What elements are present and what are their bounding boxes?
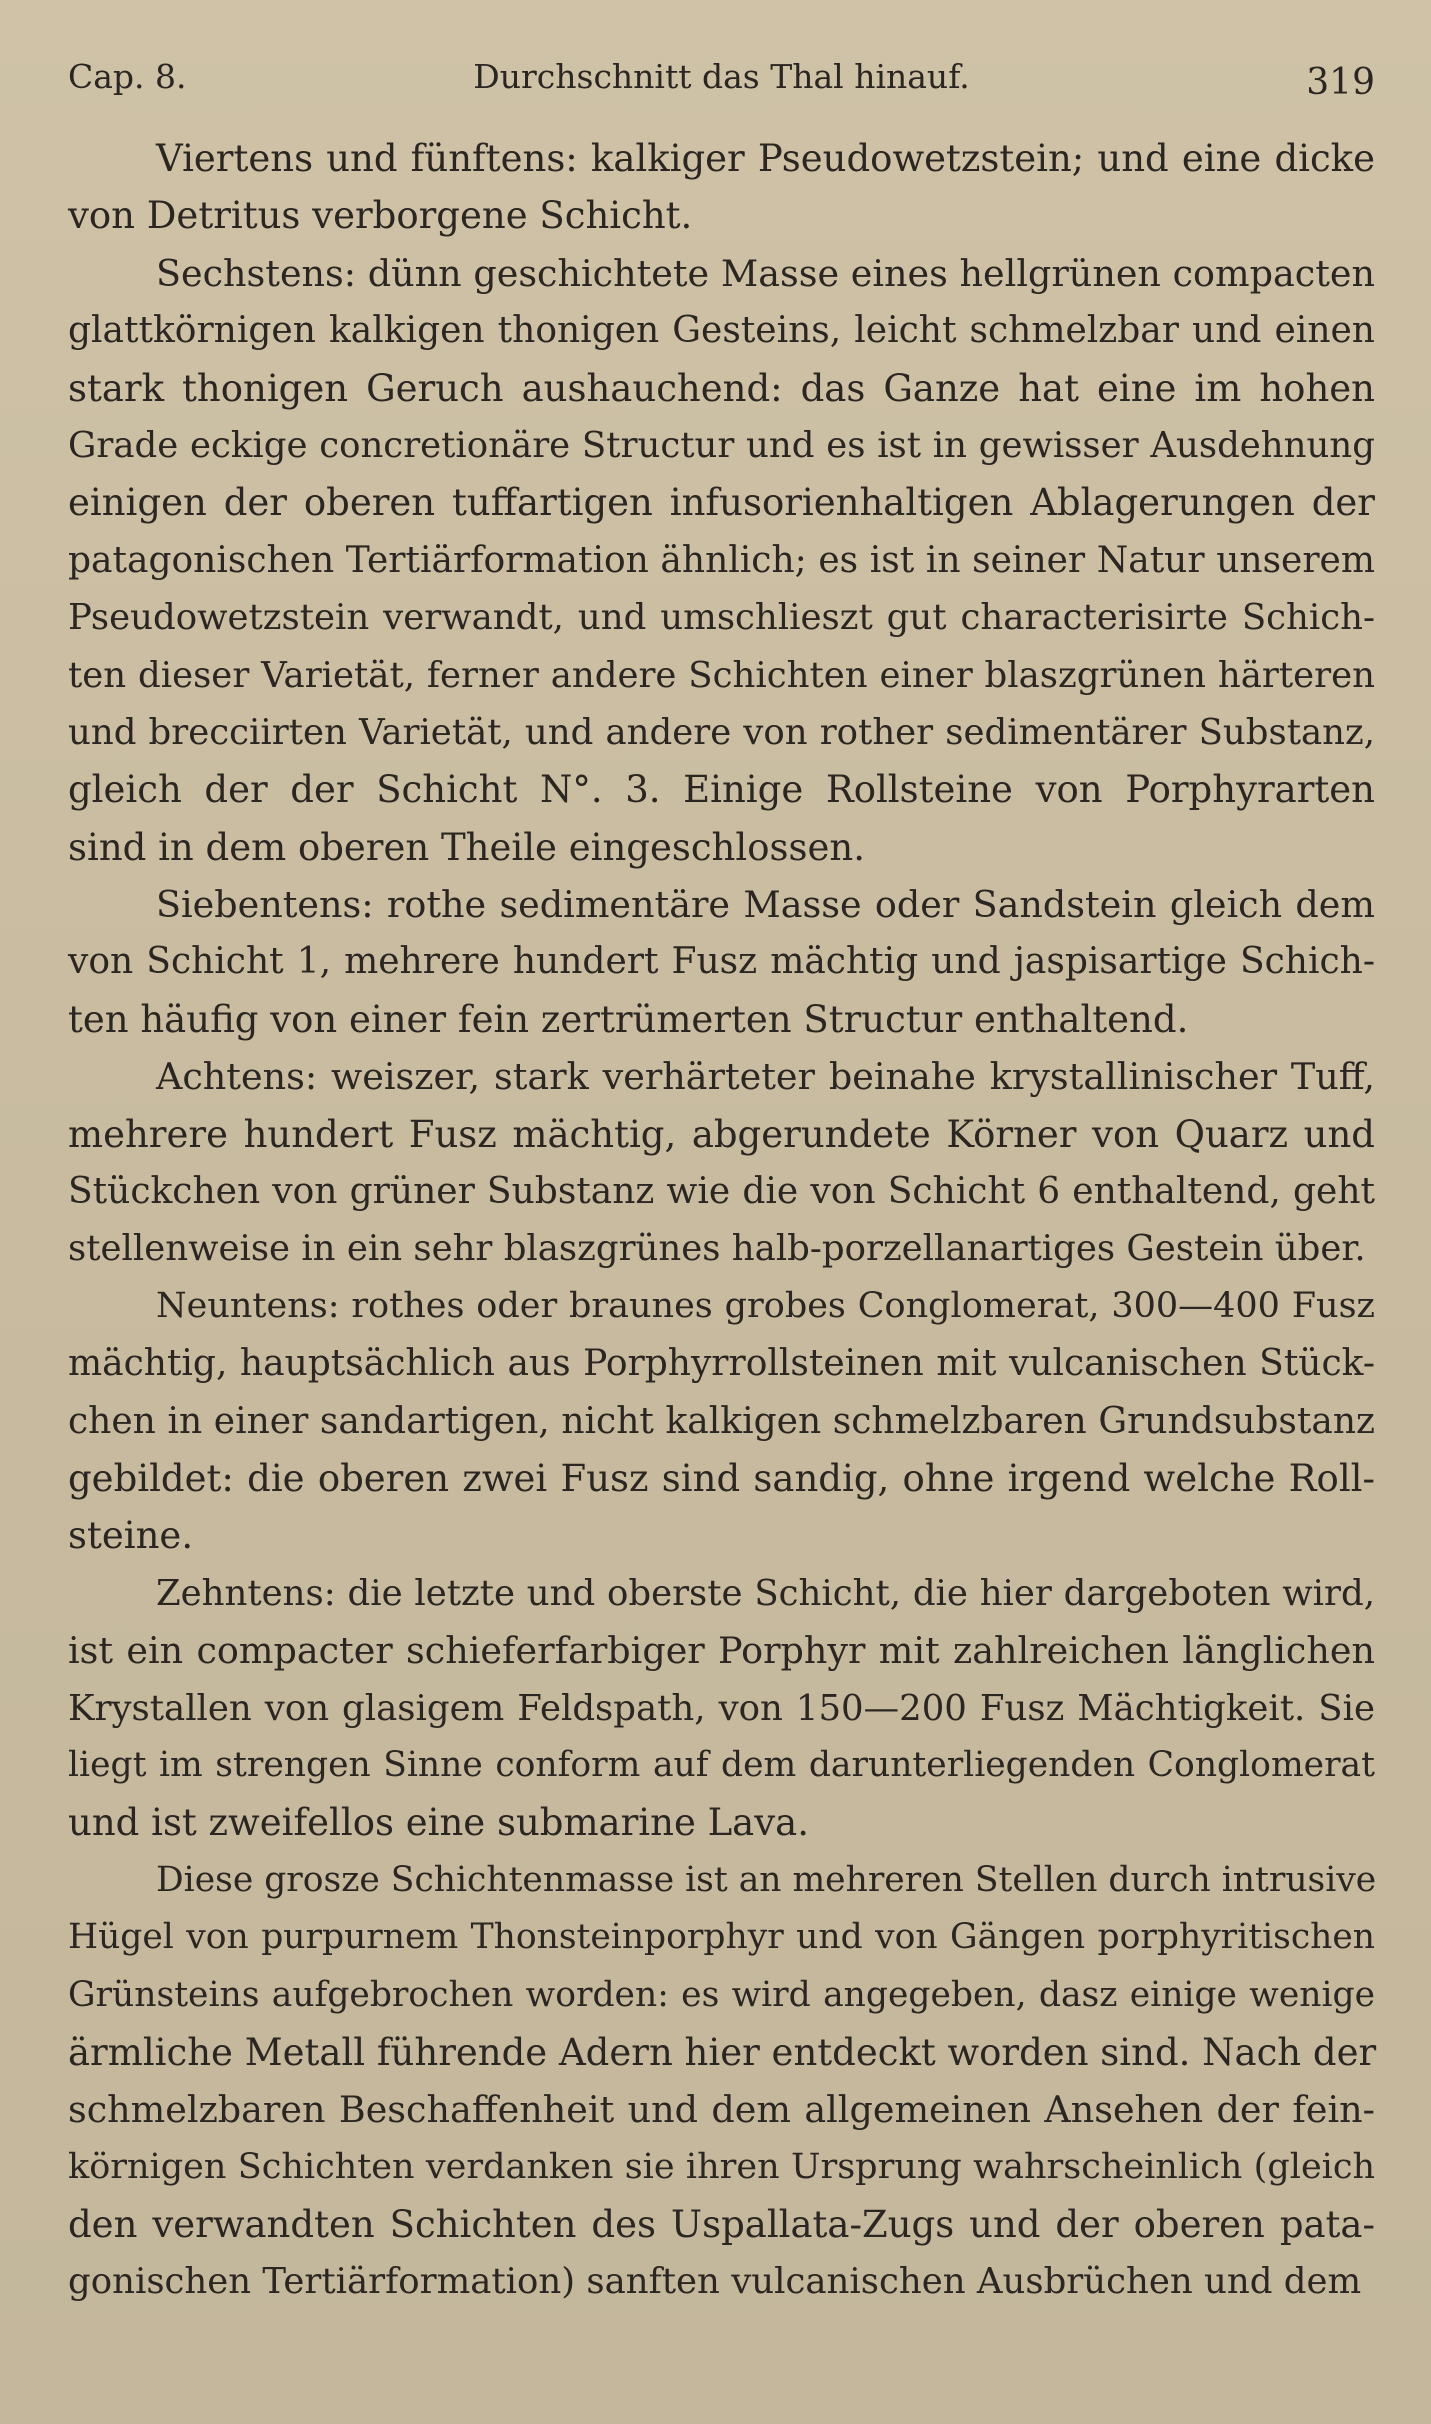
text-line: glattkörnigen kalkigen thonigen Gesteins, leicht schmelzbar und einen bbox=[68, 310, 1375, 352]
paragraph bbox=[68, 1852, 1375, 2311]
chapter-label: Cap. 8. bbox=[68, 57, 187, 96]
text-line: patagonischen Tertiärformation ähnlich; es ist in seiner Natur unserem bbox=[68, 539, 1375, 581]
text-line: körnigen Schichten verdanken sie ihren Ursprung wahrscheinlich (gleich bbox=[68, 2146, 1375, 2187]
text-line: Sechstens: dünn geschichtete Masse eines hellgrünen compacten bbox=[156, 251, 1375, 295]
text-line: den verwandten Schichten des Uspallata-Zugs und der oberen pata- bbox=[68, 2203, 1375, 2247]
page-number: 319 bbox=[1306, 62, 1375, 103]
paragraph bbox=[68, 876, 1375, 1048]
text-line: gleich der der Schicht N°. 3. Einige Rollsteine von Porphyrarten bbox=[68, 768, 1375, 812]
text-line: mehrere hundert Fusz mächtig, abgerundete Körner von Quarz und bbox=[68, 1112, 1375, 1156]
text-line: ten dieser Varietät, ferner andere Schichten einer blaszgrünen härteren bbox=[68, 654, 1375, 696]
text-line: gebildet: die oberen zwei Fusz sind sandig, ohne irgend welche Roll- bbox=[68, 1456, 1375, 1500]
paragraph bbox=[68, 245, 1375, 876]
text-line: von Detritus verborgene Schicht. bbox=[68, 194, 693, 238]
paragraph bbox=[68, 130, 1375, 245]
text-line: ten häufig von einer fein zertrümerten Structur enthaltend. bbox=[68, 997, 1189, 1041]
text-line: liegt im strengen Sinne conform auf dem darunterliegenden Conglomerat bbox=[68, 1744, 1375, 1785]
text-line: von Schicht 1, mehrere hundert Fusz mächtig und jaspisartige Schich- bbox=[68, 941, 1375, 983]
running-title: Durchschnitt das Thal hinauf. bbox=[473, 57, 970, 96]
running-head bbox=[68, 52, 1375, 102]
paragraph bbox=[68, 1048, 1375, 1278]
text-line: Hügel von purpurnem Thonsteinporphyr und von Gängen porphyritischen bbox=[68, 1917, 1375, 1958]
text-line: Neuntens: rothes oder braunes grobes Conglomerat, 300—400 Fusz bbox=[156, 1285, 1375, 1326]
text-line: sind in dem oberen Theile eingeschlossen. bbox=[68, 825, 865, 869]
text-line: Pseudowetzstein verwandt, und umschlieszt gut characterisirte Schich- bbox=[68, 597, 1375, 639]
text-line: Grünsteins aufgebrochen worden: es wird angegeben, dasz einige wenige bbox=[68, 1974, 1375, 2015]
text-line: Diese grosze Schichtenmasse ist an mehreren Stellen durch intrusive bbox=[156, 1859, 1377, 1900]
text-line: gonischen Tertiärformation) sanften vulcanischen Ausbrüchen und dem bbox=[68, 2261, 1362, 2303]
text-line: ärmliche Metall führende Adern hier entdeckt worden sind. Nach der bbox=[68, 2030, 1377, 2074]
body-text bbox=[68, 130, 1375, 2311]
text-line: schmelzbaren Beschaffenheit und dem allgemeinen Ansehen der fein- bbox=[68, 2088, 1375, 2132]
text-line: ist ein compacter schieferfarbiger Porphyr mit zahlreichen länglichen bbox=[68, 1629, 1375, 1673]
text-line: und ist zweifellos eine submarine Lava. bbox=[68, 1801, 809, 1845]
text-line: einigen der oberen tuffartigen infusorienhaltigen Ablagerungen der bbox=[68, 481, 1375, 525]
text-line: mächtig, hauptsächlich aus Porphyrrollsteinen mit vulcanischen Stück- bbox=[68, 1343, 1375, 1385]
text-line: Achtens: weiszer, stark verhärteter beinahe krystallinischer Tuff, bbox=[156, 1055, 1375, 1099]
text-line: Krystallen von glasigem Feldspath, von 150—200 Fusz Mächtigkeit. Sie bbox=[68, 1687, 1375, 1729]
text-line: und brecciirten Varietät, und andere von rother sedimentärer Substanz, bbox=[68, 711, 1375, 753]
paragraph bbox=[68, 1278, 1375, 1565]
text-line: Zehntens: die letzte und oberste Schicht, die hier dargeboten wird, bbox=[156, 1572, 1375, 1614]
text-line: Grade eckige concretionäre Structur und es ist in gewisser Ausdehnung bbox=[68, 424, 1375, 466]
text-line: steine. bbox=[68, 1514, 194, 1558]
text-line: stark thonigen Geruch aushauchend: das Ganze hat eine im hohen bbox=[68, 366, 1375, 410]
paragraph bbox=[68, 1565, 1375, 1852]
text-line: Stückchen von grüner Substanz wie die von Schicht 6 enthaltend, geht bbox=[68, 1171, 1375, 1213]
text-line: chen in einer sandartigen, nicht kalkigen schmelzbaren Grundsubstanz bbox=[68, 1400, 1375, 1442]
text-line: Viertens und fünftens: kalkiger Pseudowetzstein; und eine dicke bbox=[156, 137, 1375, 180]
text-line: Siebentens: rothe sedimentäre Masse oder Sandstein gleich dem bbox=[156, 883, 1375, 927]
text-line: stellenweise in ein sehr blaszgrünes halb-porzellanartiges Gestein über. bbox=[68, 1228, 1366, 1270]
